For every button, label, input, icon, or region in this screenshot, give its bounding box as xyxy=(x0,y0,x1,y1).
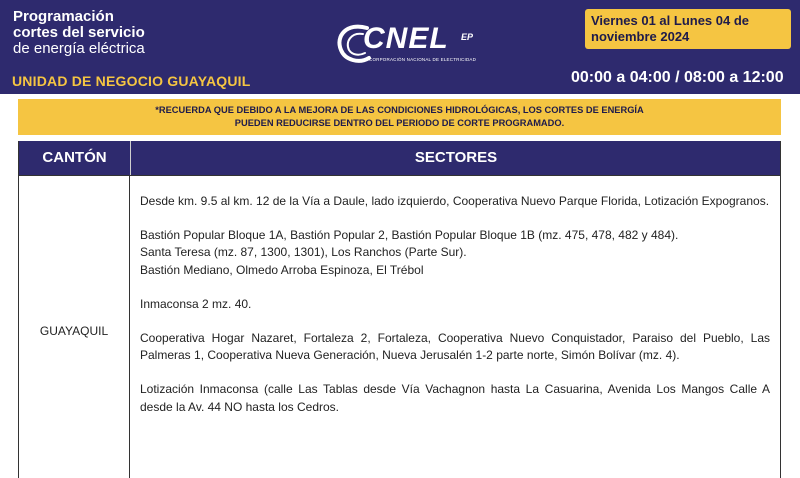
sector-paragraph: Inmaconsa 2 mz. 40. xyxy=(140,296,252,311)
cnel-logo xyxy=(333,20,483,70)
sector-line: Bastión Popular Bloque 1A, Bastión Popular 2, Bastión Popular Bloque 1B (mz. 475, 478, 482 y 484). xyxy=(140,228,679,243)
time-range: 00:00 a 04:00 / 08:00 a 12:00 xyxy=(571,69,784,86)
column-header-sectores: SECTORES xyxy=(130,141,781,175)
sector-paragraph xyxy=(140,227,770,279)
header-banner xyxy=(0,0,800,94)
logo-tagline: CORPORACIÓN NACIONAL DE ELECTRICIDAD xyxy=(369,57,477,62)
sectors-cell xyxy=(140,193,770,433)
title-line-3: de energía eléctrica xyxy=(13,40,145,57)
sector-paragraph: Cooperativa Hogar Nazaret, Fortaleza 2, Fortaleza, Cooperativa Nuevo Conquistador, Paraiso del Pueblo, Las Palmeras 1, Cooperativa Nueva Generación, Nueva Jerusalén 1-2 parte norte, Simón Bolívar (mz. 4). xyxy=(140,331,770,363)
notice-line-1: *RECUERDA QUE DEBIDO A LA MEJORA DE LAS CONDICIONES HIDROLÓGICAS, LOS CORTES DE ENERGÍA xyxy=(155,105,644,115)
table-header-row xyxy=(19,141,780,176)
canton-cell: GUAYAQUIL xyxy=(39,324,109,338)
title-line-2: cortes del servicio xyxy=(13,24,145,41)
title-line-1: Programación xyxy=(13,8,114,25)
page-title xyxy=(13,9,145,57)
logo-wordmark: CNEL xyxy=(363,22,449,55)
date-range-box: Viernes 01 al Lunes 04 de noviembre 2024 xyxy=(585,9,791,49)
column-header-canton: CANTÓN xyxy=(42,149,107,166)
logo-suffix: EP xyxy=(461,32,474,42)
outage-table xyxy=(18,141,781,478)
sector-line: Santa Teresa (mz. 87, 1300, 1301), Los Ranchos (Parte Sur). xyxy=(140,245,467,260)
business-unit-label: UNIDAD DE NEGOCIO GUAYAQUIL xyxy=(12,73,251,89)
notice-line-2: PUEDEN REDUCIRSE DENTRO DEL PERIODO DE CORTE PROGRAMADO. xyxy=(234,118,565,128)
sector-line: Bastión Mediano, Olmedo Arroba Espinoza, El Trébol xyxy=(140,262,424,277)
sector-paragraph: Lotización Inmaconsa (calle Las Tablas desde Vía Vachagnon hasta La Casuarina, Avenida Los Mangos Calle A desde la Av. 44 NO hasta los Cedros. xyxy=(140,382,770,414)
column-divider xyxy=(129,175,130,478)
notice-banner xyxy=(18,99,781,135)
sector-paragraph: Desde km. 9.5 al km. 12 de la Vía a Daule, lado izquierdo, Cooperativa Nuevo Parque Florida, Lotización Expogranos. xyxy=(140,194,770,208)
